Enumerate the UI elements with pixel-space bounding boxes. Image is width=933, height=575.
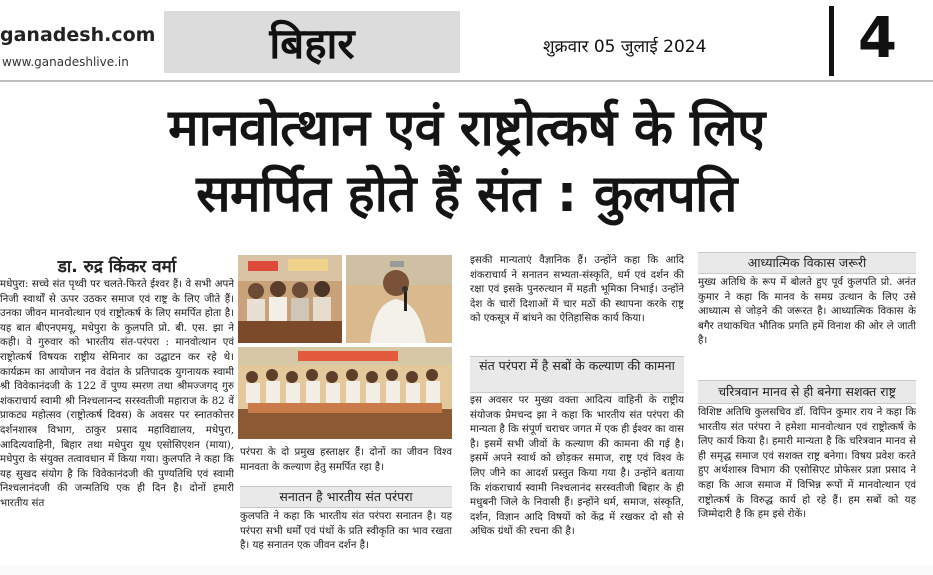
header-divider xyxy=(829,6,834,76)
headline xyxy=(0,96,933,228)
site-name: ganadesh.com xyxy=(0,24,156,46)
column-3-bottom-text: इस अवसर पर मुख्य वक्ता आदित्य वाहिनी के राष्ट्रीय संयोजक प्रेमचन्द झा ने कहा कि भारतीय संत परंपरा की मान्यता है कि संपूर्ण चराचर जगत में एक ही ईश्वर का वास है। इसमें सभी जीवों के कल्याण की कामना की गई है। इसमें अपने स्वार्थ को छोड़कर समाज, राष्ट्र एवं विश्व के लिए जीने का आदर्श प्रस्तुत किया गया है। उन्होंने बताया कि शंकराचार्य स्वामी निश्चलानंद सरस्वतीजी बिहार के ही मधुबनी जिले के निवासी हैं। इन्होंने धर्म, समाज, संस्कृति, दर्शन, विज्ञान आदि विषयों को केंद्र में रखकर दो सौ से अधिक ग्रंथों की रचना की है। xyxy=(470,395,684,538)
article-column-2-bottom xyxy=(240,510,452,566)
article-column-2 xyxy=(240,446,452,486)
header-rule xyxy=(0,80,933,82)
subheading-adhyatmik: आध्यात्मिक विकास जरूरी xyxy=(698,252,916,274)
headline-line-2: समर्पित होते हैं संत : कुलपति xyxy=(196,165,737,224)
group-photo xyxy=(238,347,452,439)
subheading-kalyan: संत परंपरा में है सबों के कल्याण की कामना xyxy=(470,356,684,393)
column-2-top-text: परंपरा के दो प्रमुख हस्ताक्षर हैं। दोनों का जीवन विश्व मानवता के कल्याण हेतु समर्पित रहा है। xyxy=(240,447,452,473)
site-url: www.ganadeshlive.in xyxy=(2,55,129,69)
subheading-sanatan: सनातन है भारतीय संत परंपरा xyxy=(240,486,452,508)
subheading-charitravan: चरित्रवान मानव से ही बनेगा सशक्त राष्ट्र xyxy=(698,380,916,404)
column-3-top-text: इसकी मान्यताएं वैज्ञानिक हैं। उन्होंने कहा कि आदि शंकराचार्य ने सनातन सभ्यता-संस्कृति, धर्म एवं दर्शन की रक्षा एवं इसके पुनरुत्थान में महती भूमिका निभाई। उन्होंने देश के चारों दिशाओं में चार मठों की स्थापना करके राष्ट्र को एकसूत्र में बांधने का ऐतिहासिक कार्य किया। xyxy=(470,255,684,325)
page-header xyxy=(0,0,933,80)
next-article-strip xyxy=(0,566,933,575)
article-column-4 xyxy=(698,276,916,380)
byline: डा. रुद्र किंकर वर्मा xyxy=(57,257,177,277)
headline-line-1: मानवोत्थान एवं राष्ट्रोत्कर्ष के लिए xyxy=(168,99,765,158)
speaker-photo xyxy=(346,255,452,343)
page-number: 4 xyxy=(858,6,897,71)
issue-date: शुक्रवार 05 जुलाई 2024 xyxy=(543,37,707,57)
event-photo-stage xyxy=(238,255,342,343)
column-4-top-text: मुख्य अतिथि के रूप में बोलते हुए पूर्व कुलपति प्रो. अनंत कुमार ने कहा कि मानव के समग्र उत्थान के लिए उसे आध्यात्म से जोड़ने की जरूरत है। आध्यात्मिक विकास के बगैर तथाकथित भौतिक प्रगति हमें विनाश की ओर ले जाती है। xyxy=(698,277,916,347)
column-2-bottom-text: कुलपति ने कहा कि भारतीय संत परंपरा सनातन है। यह परंपरा सभी धर्मों एवं पंथों के प्रति स्वीकृति का भाव रखता है। यह सनातन एक जीवन दर्शन है। xyxy=(240,511,452,552)
article-column-4-bottom xyxy=(698,406,916,566)
article-column-3 xyxy=(470,254,684,356)
column-4-bottom-text: विशिष्ट अतिथि कुलसचिव डॉ. विपिन कुमार राय ने कहा कि भारतीय संत परंपरा ने हमेशा मानवोत्थान एवं राष्ट्रोत्कर्ष के लिए कार्य किया है। हमारी मान्यता है कि चरित्रवान मानव से ही समृद्ध समाज एवं सशक्त राष्ट्र बनेगा। विषय प्रवेश करते हुए अर्थशास्त्र विभाग की एसोसिएट प्रोफेसर प्रज्ञा प्रसाद ने कहा कि आज समाज में विभिन्न रूपों में मानवोत्थान एवं राष्ट्रोत्कर्ष के विरुद्ध कार्य हो रहे हैं। हम सबों को यह जिम्मेदारी है कि हम इसे रोकें। xyxy=(698,407,916,521)
article-column-3-bottom xyxy=(470,394,684,566)
column-1-text: मधेपुरा: सच्चे संत पृथ्वी पर चलते-फिरते ईश्वर हैं। वे सभी अपने निजी स्वार्थों से ऊपर उठकर समाज एवं राष्ट्र के लिए जीते हैं। उनका जीवन मानवोत्थान एवं राष्ट्रोत्कर्ष के लिए समर्पित होता है। यह बात बीएनएमयू, मधेपुरा के कुलपति प्रो. बी. एस. झा ने कही। वे गुरुवार को भारतीय संत-परंपरा : मानवोत्थान एवं राष्ट्रोत्कर्ष विषयक राष्ट्रीय सेमिनार का उद्घाटन कर रहे थे। कार्यक्रम का आयोजन नव वेदांत के प्रतिपादक युगनायक स्वामी श्री विवेकानंदजी के 122 वें पुण्य स्मरण तथा श्रीमज्जगद् गुरु शंकराचार्य स्वामी श्री निश्चलानन्द सरस्वतीजी महाराज के 82 वें प्राकट्य महोत्सव (राष्ट्रोत्कर्ष दिवस) के अवसर पर स्नातकोत्तर दर्शनशास्त्र विभाग, ठाकुर प्रसाद महाविद्यालय, मधेपुरा, आदित्यवाहिनी, बिहार तथा मधेपुरा यूथ एसोसिएशन (माया), मधेपुरा के संयुक्त तत्वावधान में किया गया। कुलपति ने कहा कि यह सुखद संयोग है कि विवेकानंदजी की पुण्यतिथि एवं स्वामी निश्चलानंदजी की जन्मतिथि एक ही दिन है। दोनों हमारी भारतीय संत xyxy=(0,279,234,509)
section-title: बिहार xyxy=(164,11,460,73)
article-column-1 xyxy=(0,278,234,562)
